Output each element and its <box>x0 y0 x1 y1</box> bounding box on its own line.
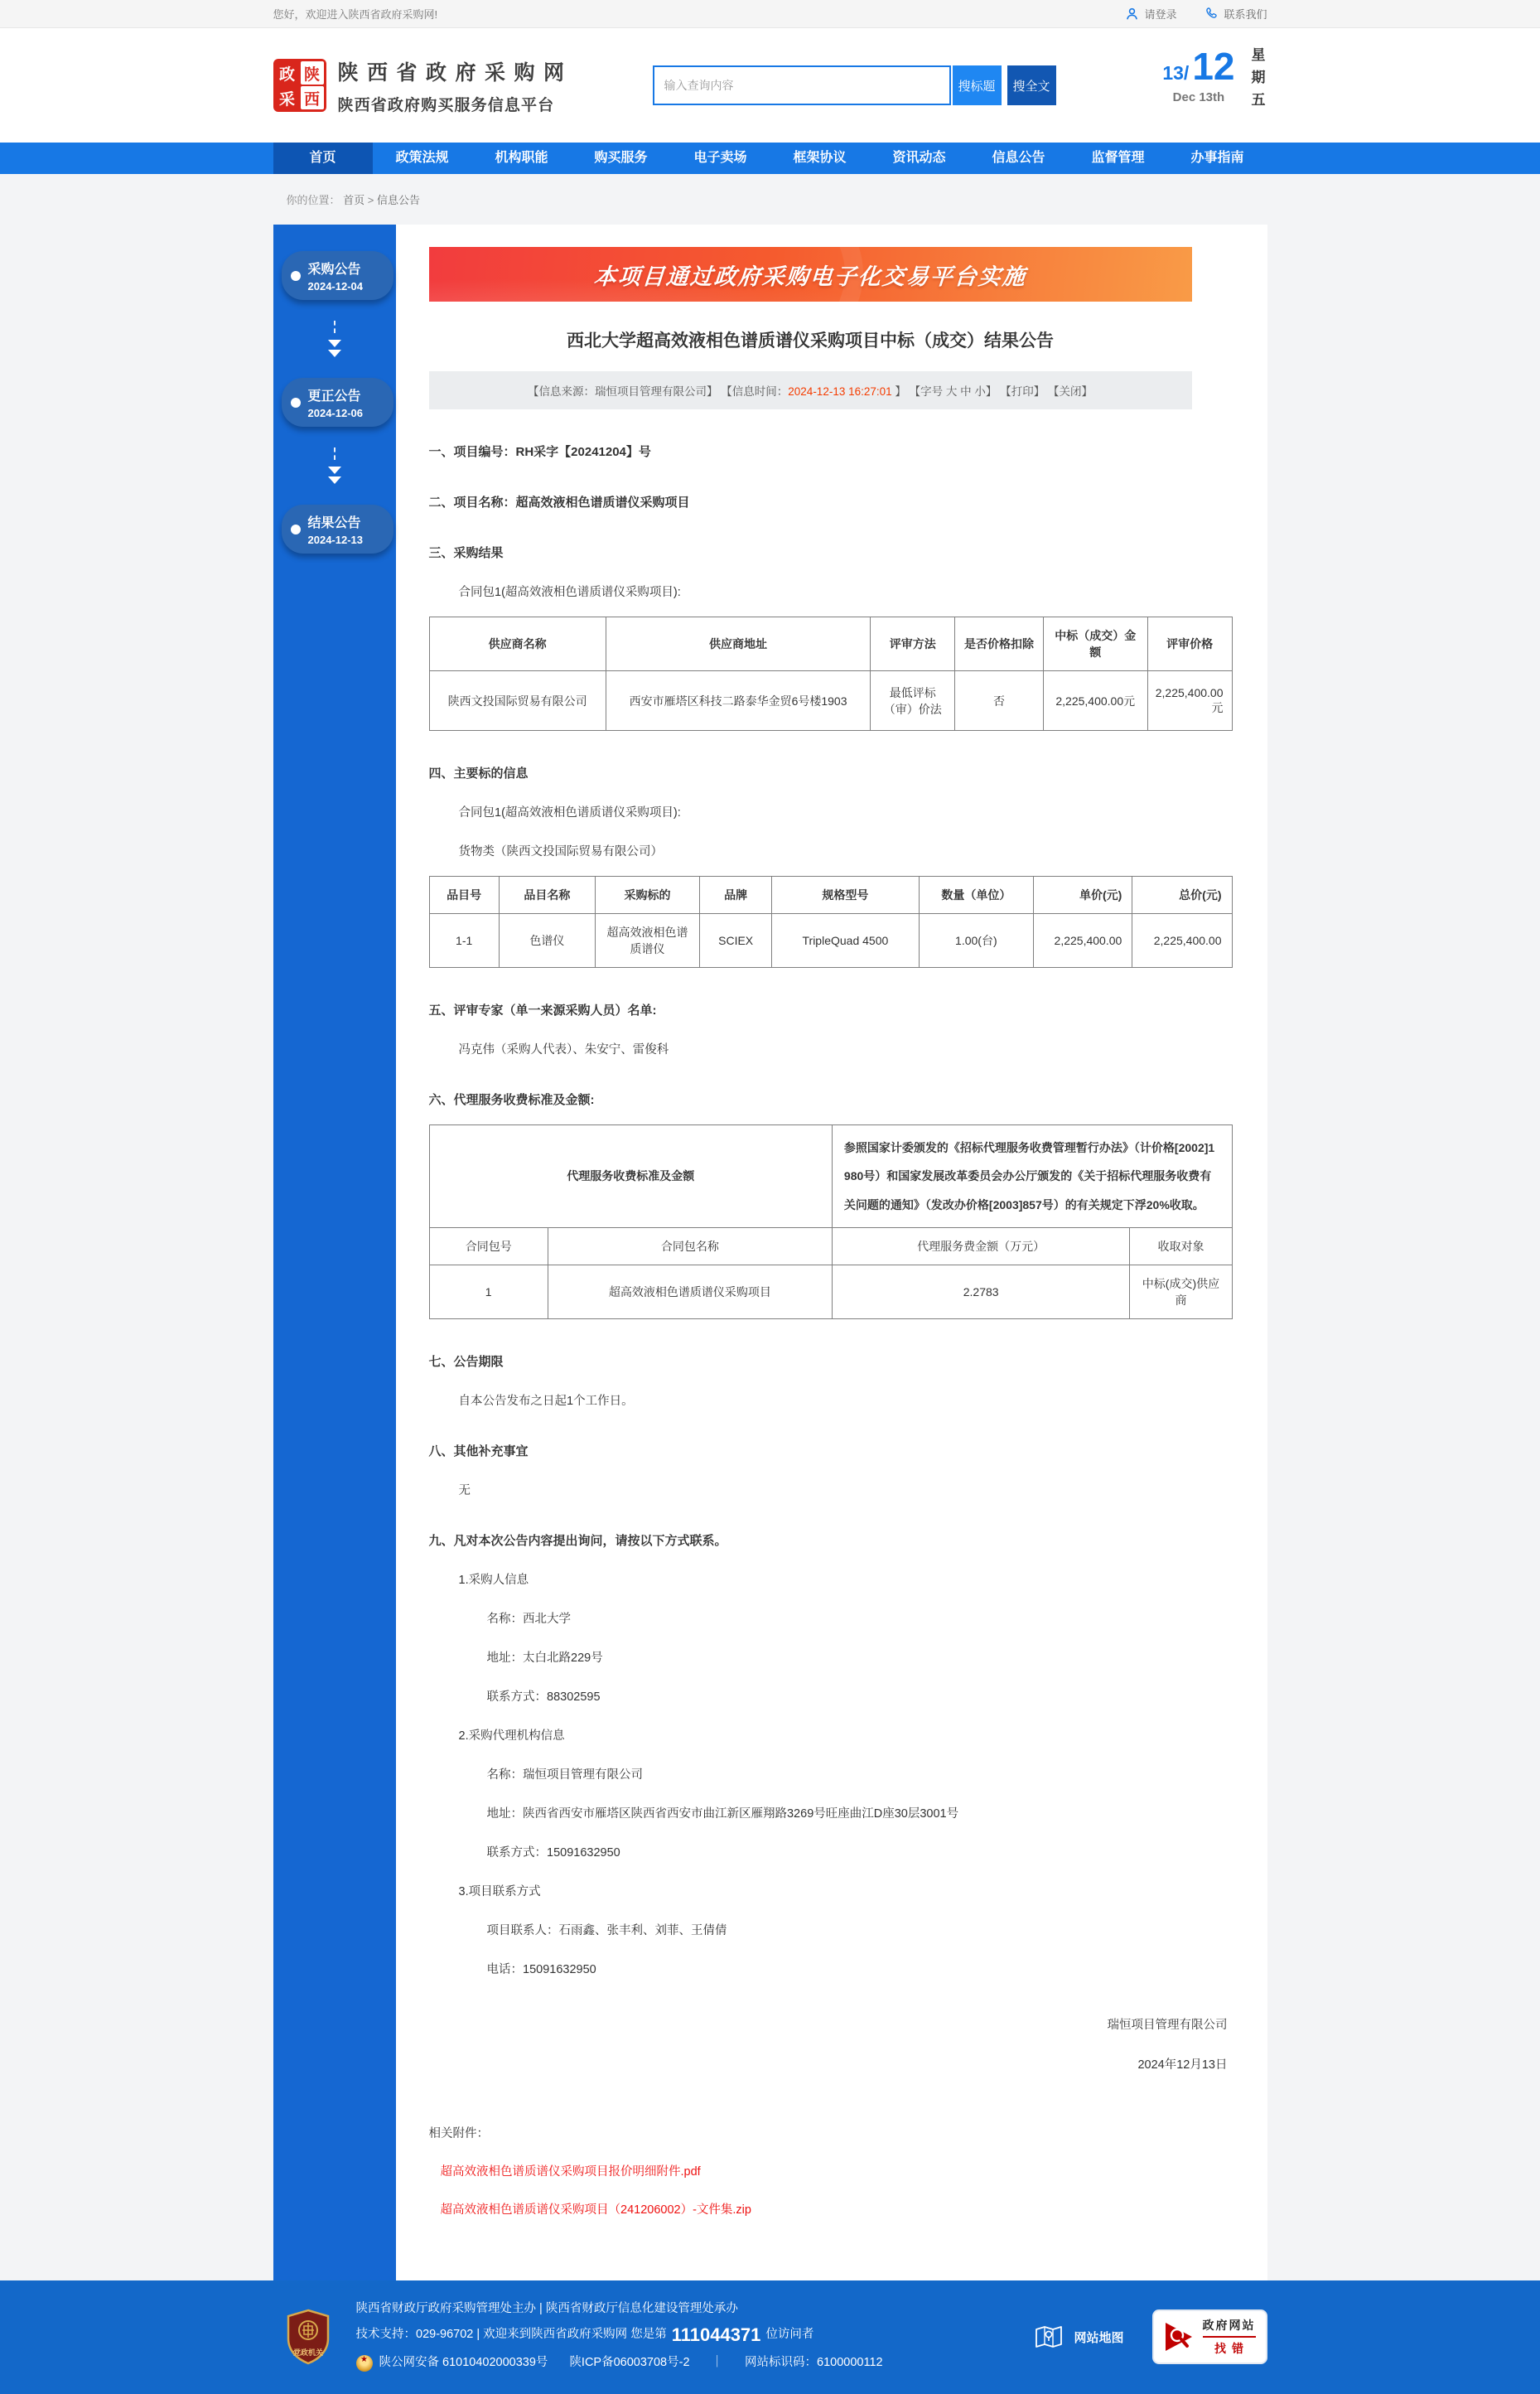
table-cell: 超高效液相色谱质谱仪采购项目 <box>548 1265 832 1318</box>
agency-name: 名称：瑞恒项目管理有限公司 <box>486 1768 643 1782</box>
purchaser-info-heading: 1.采购人信息 <box>458 1573 529 1587</box>
table-cell: 陕西文投国际贸易有限公司 <box>429 671 606 731</box>
table-header-cell: 数量（单位） <box>919 877 1034 914</box>
svg-text:党政机关: 党政机关 <box>292 2348 323 2358</box>
date-month: 13/ <box>1162 62 1190 84</box>
table-row <box>429 914 1232 968</box>
package-line: 合同包1(超高效液相色谱质谱仪采购项目): <box>458 586 681 599</box>
nav-item-functions[interactable]: 机构职能 <box>495 151 548 165</box>
table-cell: 代理服务费金额（万元） <box>832 1227 1129 1265</box>
footer-beian-line: ★ 陕公网安备 61010402000339号 陕ICP备06003708号-2 ｜ 网站标识码：6100000112 <box>356 2355 883 2372</box>
section-3-heading: 三、采购结果 <box>428 546 504 560</box>
section-5-heading: 五、评审专家（单一来源采购人员）名单: <box>428 1004 657 1018</box>
font-size-control[interactable]: 【字号 大 中 小】 <box>909 385 997 398</box>
icp-registration[interactable]: 陕ICP备06003708号-2 <box>569 2356 690 2370</box>
platform-banner <box>429 247 1192 302</box>
project-phone: 电话：15091632950 <box>486 1962 596 1976</box>
breadcrumb <box>273 191 1267 207</box>
fee-standard-text: 参照国家计委颁发的《招标代理服务收费管理暂行办法》（计价格[2002]1980号）和国家发展改革委员会办公厅颁发的《关于招标代理服务收费有关问题的通知》（发改办价格[2003]857号）的有关规定下浮20%收取。 <box>832 1125 1232 1228</box>
article-content <box>396 225 1267 2280</box>
nav-item-news[interactable]: 资讯动态 <box>892 151 946 165</box>
contact-link[interactable] <box>1204 6 1267 22</box>
table-row <box>429 671 1232 731</box>
date-widget <box>1162 47 1267 123</box>
table-header-cell: 采购标的 <box>596 877 700 914</box>
table-cell: 收取对象 <box>1130 1227 1232 1265</box>
category-line: 货物类（陕西文投国际贸易有限公司） <box>458 845 663 858</box>
print-button[interactable]: 【打印】 <box>1000 385 1045 398</box>
site-subtitle: 陕西省政府购买服务信息平台 <box>337 96 555 114</box>
table-cell: 色谱仪 <box>499 914 595 968</box>
nav-item-policies[interactable]: 政策法规 <box>395 151 449 165</box>
login-label: 请登录 <box>1144 8 1177 21</box>
welcome-text: 您好，欢迎进入陕西省政府采购网! <box>273 8 438 21</box>
date-day: 12 <box>1192 45 1235 88</box>
search-title-button[interactable]: 搜标题 <box>953 65 1002 105</box>
main-area <box>273 225 1267 2280</box>
subject-matter-table <box>429 876 1233 968</box>
date-weekday: 星期五 <box>1248 47 1265 114</box>
table-header-cell: 评审方法 <box>871 617 955 671</box>
section-9-heading: 九、凡对本次公告内容提出询问，请按以下方式联系。 <box>428 1533 727 1548</box>
table-header-cell: 供应商地址 <box>606 617 871 671</box>
section-4-heading: 四、主要标的信息 <box>428 767 529 781</box>
meta-source: 【信息来源：瑞恒项目管理有限公司】 <box>528 385 718 398</box>
project-contact-heading: 3.项目联系方式 <box>458 1884 541 1898</box>
table-cell: TripleQuad 4500 <box>772 914 919 968</box>
footer-organizers: 陕西省财政厅政府采购管理处主办 | 陕西省财政厅信息化建设管理处承办 <box>355 2302 738 2316</box>
nav-item-home[interactable]: 首页 <box>273 143 373 174</box>
table-cell: 2,225,400.00元 <box>1043 671 1147 731</box>
step-date: 2024-12-04 <box>307 280 363 293</box>
table-header-cell: 总价(元) <box>1132 877 1232 914</box>
table-header-cell: 品目名称 <box>499 877 595 914</box>
government-emblem-icon <box>285 2309 331 2365</box>
banner-text: 本项目通过政府采购电子化交易平台实施 <box>592 264 1027 289</box>
table-header-row <box>429 617 1232 671</box>
table-header-cell: 中标（成交）金额 <box>1043 617 1147 671</box>
table-header-row <box>429 877 1232 914</box>
table-cell: 合同包名称 <box>548 1227 832 1265</box>
table-cell: 2,225,400.00元 <box>1147 671 1232 731</box>
login-link[interactable] <box>1125 6 1176 22</box>
table-header-cell: 单价(元) <box>1034 877 1132 914</box>
section-6-heading: 六、代理服务收费标准及金额: <box>428 1093 595 1107</box>
section-2-heading: 二、项目名称：超高效液相色谱质谱仪采购项目 <box>428 496 690 510</box>
police-badge-icon <box>356 2355 373 2372</box>
search-input[interactable] <box>653 65 951 105</box>
signature-company: 瑞恒项目管理有限公司 <box>1107 2018 1228 2032</box>
table-cell: 中标(成交)供应商 <box>1130 1265 1232 1318</box>
agency-fee-table <box>429 1124 1233 1319</box>
breadcrumb-separator: > <box>367 194 374 206</box>
table-cell: 西安市雁塔区科技二路泰华金贸6号楼1903 <box>606 671 871 731</box>
procurement-result-table <box>429 617 1233 731</box>
top-bar <box>0 0 1540 28</box>
table-row <box>429 1125 1232 1228</box>
visitor-count: 111044371 <box>671 2324 761 2345</box>
nav-item-framework[interactable]: 框架协议 <box>793 151 847 165</box>
site-title: 陕西省政府采购网 <box>337 60 573 85</box>
purchaser-contact: 联系方式：88302595 <box>486 1690 601 1704</box>
timeline-step-correction[interactable] <box>282 378 393 427</box>
badge-line2: 找错 <box>1214 2342 1249 2356</box>
section-1-heading: 一、项目编号：RH采字【20241204】号 <box>428 445 651 459</box>
logo-char: 采 <box>276 86 299 109</box>
timeline-sidebar <box>273 225 396 2280</box>
step-date: 2024-12-13 <box>307 534 363 546</box>
attachment-pdf-link[interactable]: 超高效液相色谱质谱仪采购项目报价明细附件.pdf <box>440 2164 701 2179</box>
table-cell: 否 <box>955 671 1044 731</box>
error-finder-icon <box>1164 2321 1195 2353</box>
date-english: Dec 13th <box>1172 90 1225 104</box>
footer-support-line: 技术支持：029-96702 | 欢迎来到陕西省政府采购网 您是第 111044371 位访问者 <box>355 2324 814 2345</box>
nav-item-guide[interactable]: 办事指南 <box>1190 151 1244 165</box>
expert-names: 冯克伟（采购人代表）、朱安宁、雷俊科 <box>458 1043 669 1057</box>
table-header-cell: 品牌 <box>700 877 772 914</box>
fee-standard-label: 代理服务收费标准及金额 <box>429 1125 832 1228</box>
table-header-cell: 品目号 <box>429 877 499 914</box>
agency-address: 地址：陕西省西安市雁塔区陕西省西安市曲江新区雁翔路3269号旺座曲江D座30层3001号 <box>486 1806 959 1821</box>
table-header-cell: 规格型号 <box>772 877 919 914</box>
table-cell: 2.2783 <box>832 1265 1129 1318</box>
supplementary-note: 无 <box>458 1483 471 1497</box>
breadcrumb-band <box>0 174 1540 225</box>
table-cell: 1.00(台) <box>919 914 1034 968</box>
table-cell: 超高效液相色谱质谱仪 <box>596 914 700 968</box>
search-box <box>653 65 1056 105</box>
contact-label: 联系我们 <box>1224 8 1267 21</box>
section-8-heading: 八、其他补充事宜 <box>428 1444 529 1458</box>
website-error-report-badge[interactable] <box>1152 2309 1267 2364</box>
attachments-title: 相关附件： <box>428 2126 489 2140</box>
table-cell: 2,225,400.00 <box>1034 914 1132 968</box>
site-logo <box>273 59 326 112</box>
meta-time-value: 2024-12-13 16:27:01 <box>788 385 892 398</box>
sitemap-label: 网站地图 <box>1074 2330 1124 2345</box>
phone-icon <box>1204 7 1219 21</box>
table-header-cell: 供应商名称 <box>429 617 606 671</box>
agency-info-heading: 2.采购代理机构信息 <box>458 1729 565 1743</box>
table-cell: SCIEX <box>700 914 772 968</box>
police-registration[interactable]: 陕公网安备 61010402000339号 <box>379 2356 548 2370</box>
main-nav <box>0 143 1540 174</box>
table-header-cell: 评审价格 <box>1147 617 1232 671</box>
breadcrumb-home-link[interactable]: 首页 <box>343 194 365 206</box>
nav-item-announcements[interactable]: 信息公告 <box>992 151 1045 165</box>
meta-time-label: 【信息时间： <box>721 385 789 398</box>
logo-char: 陕 <box>301 61 324 85</box>
badge-line1: 政府网站 <box>1203 2317 1256 2338</box>
article-meta-bar: 【信息来源：瑞恒项目管理有限公司】 【信息时间：2024-12-13 16:27:01 】 【字号 大 中 小】 【打印】 【关闭】 <box>429 371 1192 409</box>
table-row <box>429 1265 1232 1318</box>
step-title: 结果公告 <box>307 516 361 530</box>
search-fulltext-button[interactable]: 搜全文 <box>1007 65 1056 105</box>
timeline-step-result[interactable] <box>282 505 393 554</box>
table-cell: 2,225,400.00 <box>1132 914 1232 968</box>
page-footer <box>0 2280 1540 2394</box>
table-cell: 合同包号 <box>429 1227 548 1265</box>
nav-item-purchase-service[interactable]: 购买服务 <box>594 151 648 165</box>
step-title: 更正公告 <box>307 389 361 404</box>
timeline-step-procurement[interactable] <box>282 251 393 300</box>
timeline-arrow-icon <box>273 447 396 484</box>
article-title: 西北大学超高效液相色谱质谱仪采购项目中标（成交）结果公告 <box>567 331 1054 351</box>
step-date: 2024-12-06 <box>307 407 363 419</box>
step-title: 采购公告 <box>307 263 361 277</box>
agency-contact: 联系方式：15091632950 <box>486 1845 620 1860</box>
user-icon <box>1125 7 1139 21</box>
nav-item-emall[interactable]: 电子卖场 <box>693 151 747 165</box>
announcement-period: 自本公告发布之日起1个工作日。 <box>458 1394 634 1408</box>
sitemap-link[interactable] <box>1034 2324 1123 2350</box>
site-header <box>0 28 1540 143</box>
sitemap-map-icon <box>1034 2324 1064 2350</box>
site-code: 网站标识码：6100000112 <box>745 2356 883 2370</box>
breadcrumb-current[interactable]: 信息公告 <box>377 194 421 206</box>
signature-date: 2024年12月13日 <box>1137 2058 1228 2072</box>
brand <box>273 56 573 115</box>
table-header-cell: 是否价格扣除 <box>955 617 1044 671</box>
purchaser-address: 地址：太白北路229号 <box>486 1651 603 1665</box>
purchaser-name: 名称：西北大学 <box>486 1612 571 1626</box>
table-cell: 1-1 <box>429 914 499 968</box>
logo-char: 西 <box>301 86 324 109</box>
package-line: 合同包1(超高效液相色谱质谱仪采购项目): <box>458 806 681 820</box>
logo-char: 政 <box>276 61 299 85</box>
table-row <box>429 1227 1232 1265</box>
nav-item-supervision[interactable]: 监督管理 <box>1091 151 1145 165</box>
close-button[interactable]: 【关闭】 <box>1047 385 1093 398</box>
table-cell: 1 <box>429 1265 548 1318</box>
breadcrumb-prefix: 你的位置： <box>286 194 340 206</box>
table-cell: 最低评标（审）价法 <box>871 671 955 731</box>
attachment-zip-link[interactable]: 超高效液相色谱质谱仪采购项目（241206002）-文件集.zip <box>440 2203 751 2217</box>
project-contacts: 项目联系人：石雨鑫、张丰利、刘菲、王倩倩 <box>486 1923 727 1937</box>
section-7-heading: 七、公告期限 <box>428 1354 504 1369</box>
timeline-arrow-icon <box>273 321 396 357</box>
